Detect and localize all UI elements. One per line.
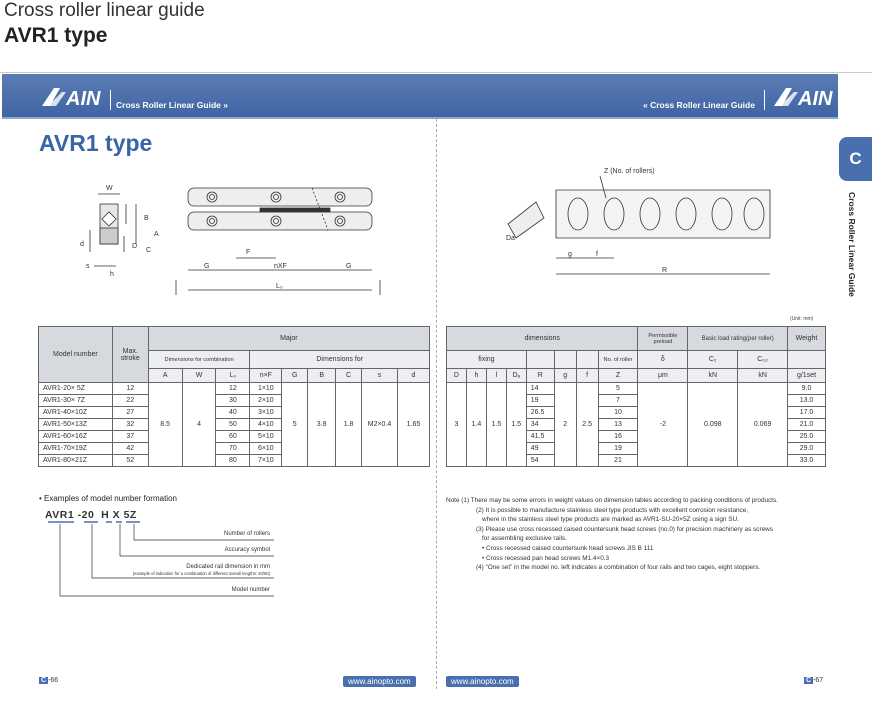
header-band (2, 74, 838, 118)
note-line: Note (1) There may be some errors in weight values on dimension tables according to packing conditions of products. (446, 497, 779, 504)
logo-left (40, 86, 114, 113)
band-left-text: Cross Roller Linear Guide » (116, 100, 228, 110)
label-rail: Dedicated rail dimension in mm (186, 564, 270, 570)
table-row: 19 7 13.0 (447, 395, 826, 407)
examples-title: • Examples of model number formation (39, 494, 177, 503)
table-row: AVR1-30× 7Z 22 30 2×10 (39, 395, 430, 407)
th-major: Major (148, 327, 429, 351)
th-dim-for: Dimensions for (250, 351, 430, 369)
section-tab[interactable]: C (839, 137, 872, 181)
th-load: Basic load rating(per roller) (688, 327, 788, 351)
note-line: for assembling exclusive rails. (482, 535, 567, 543)
svg-text:AIN: AIN (798, 88, 833, 108)
th-fixing: fixing (447, 351, 527, 369)
note-line: where in the stainless steel type products are marked as AVR1-SU-20×5Z using a sign SU. (482, 516, 739, 524)
right-spec-table: dimensions Permissible preload Basic load rating(per roller) Weight fixing No. of roller δ C₂ C₀₂ D h l Dₐ R g f Z μm kN kN g/1set 3 1.4 1.5 1.5 14 2 2.5 5 -2 0.098 0.069 9.0 19 7 13.0 26.5 10 17.0 34 13 21.0 41.5 16 25.0 49 19 29.0 54 21 33.0 (446, 326, 826, 467)
logo-right (772, 86, 846, 113)
header-subtitle: AVR1 type (4, 24, 108, 47)
svg-text:s: s (86, 263, 90, 270)
table-row: AVR1-50×13Z 32 50 4×10 (39, 419, 430, 431)
left-drawing (76, 180, 396, 300)
band-sep-left (110, 90, 111, 110)
table-row: 34 13 21.0 (447, 419, 826, 431)
page-number-left: C -66 (41, 677, 59, 684)
svg-text:g: g (568, 251, 572, 258)
svg-text:nXF: nXF (274, 263, 287, 270)
th-dimensions: dimensions (447, 327, 638, 351)
th-dim-comb: Dimensions for combination (148, 351, 250, 369)
svg-text:Da: Da (506, 235, 515, 242)
ain-logo-icon (40, 86, 114, 108)
svg-text:Z (No. of rollers): Z (No. of rollers) (604, 168, 655, 175)
left-spec-table: Model number Max. stroke Major Dimensions for combination Dimensions for A W L₀ n×F G B C s d AVR1-20× 5Z 12 8.5 4 12 1×10 5 3.8 1.8 M2×0.4 1.65 AVR1-30× 7Z 22 30 2×10 AVR1-40×10Z 27 40 3×10 AVR1-50×13Z 32 50 4×10 AVR1-60×16Z 37 60 5×10 AVR1-70×19Z 42 70 6×10 AVR1-80×21Z 52 80 7×10 (38, 326, 430, 467)
svg-text:G: G (346, 263, 352, 270)
page-title: AVR1 type (39, 130, 153, 156)
label-rail-note: (example of indication for a combination of different overall lengths: 40/50) (132, 571, 270, 576)
table-row: 49 19 29.0 (447, 443, 826, 455)
th-model: Model number (39, 327, 113, 383)
svg-text:G: G (204, 263, 210, 270)
ain-logo-icon (772, 86, 846, 108)
label-accuracy: Accuracy symbol (224, 547, 270, 553)
table-row: 41.5 16 25.0 (447, 431, 826, 443)
right-drawing (496, 162, 796, 282)
table-row: 54 21 33.0 (447, 455, 826, 467)
side-vertical-text: Cross Roller Linear Guide (847, 192, 857, 297)
note-line: (3) Please use cross recessed caised countersunk head screws (no.0) for precision machinery as screws (476, 525, 773, 533)
svg-text:f: f (596, 251, 598, 258)
svg-text:C: C (146, 247, 152, 254)
label-rollers: Number of rollers (223, 531, 270, 537)
table-row: AVR1-70×19Z 42 70 6×10 (39, 443, 430, 455)
note-line: (4) “One set” in the model no. left indicates a combination of four rails and two cages, eight stoppers. (476, 564, 761, 572)
table-row: AVR1-20× 5Z 12 8.5 4 12 1×10 5 3.8 1.8 M2×0.4 1.65 (39, 383, 430, 395)
svg-text:F: F (246, 249, 251, 256)
notes-block (446, 496, 836, 573)
svg-text:D: D (132, 243, 138, 250)
url-left[interactable]: www.ainopto.com (343, 676, 416, 687)
label-model: Model number (231, 587, 270, 593)
unit-note: (Unit: mm) (790, 316, 814, 322)
svg-text:A: A (154, 231, 159, 238)
th-perm: Permissible preload (638, 327, 688, 351)
header-band-line (2, 117, 838, 119)
note-line: • Cross recessed caised countersunk head screws JIS B 111 (482, 544, 654, 552)
header-title: Cross roller linear guide (4, 0, 205, 21)
table-row: AVR1-40×10Z 27 40 3×10 (39, 407, 430, 419)
svg-text:d: d (80, 241, 84, 248)
table-row: AVR1-80×21Z 52 80 7×10 (39, 455, 430, 467)
th-weight: Weight (788, 327, 826, 351)
note-line: • Cross recessed pan head screws M1.4×0.3 (482, 554, 610, 562)
svg-text:R: R (662, 267, 668, 274)
th-stroke: Max. stroke (112, 327, 148, 383)
svg-text:L₀: L₀ (276, 283, 283, 290)
svg-text:h: h (110, 271, 114, 278)
band-right-text: « Cross Roller Linear Guide (643, 100, 755, 110)
table-row: 26.5 10 17.0 (447, 407, 826, 419)
table-row: 3 1.4 1.5 1.5 14 2 2.5 5 -2 0.098 0.069 9.0 (447, 383, 826, 395)
page-divider (436, 119, 437, 689)
svg-text:AIN: AIN (66, 88, 101, 108)
svg-text:W: W (106, 185, 113, 192)
url-right[interactable]: www.ainopto.com (446, 676, 519, 687)
page-number-right: C -67 (806, 677, 824, 684)
band-sep-right (764, 90, 765, 110)
example-code: AVR1 -20 H X 5Z (45, 509, 137, 521)
svg-text:B: B (144, 215, 149, 222)
table-row: AVR1-60×16Z 37 60 5×10 (39, 431, 430, 443)
note-line: (2) It is possible to manufacture stainless steel type products with excellent corrosion resistance, (476, 506, 749, 514)
